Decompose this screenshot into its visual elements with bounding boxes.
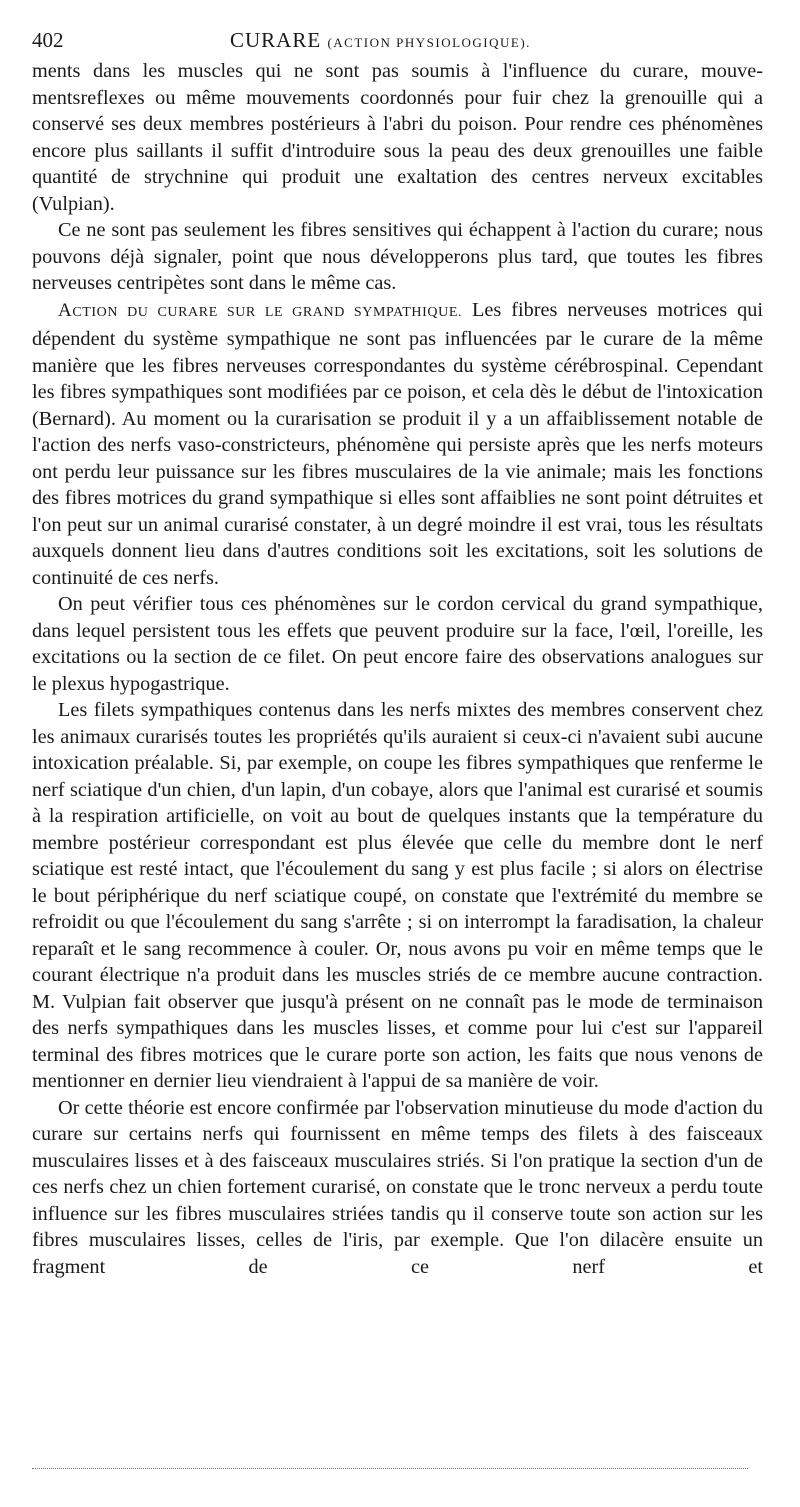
paragraph: Les filets sympathiques contenus dans les nerfs mixtes des membres conservent chez les animaux curarisés toutes les propriétés qu'ils auraient si ceux-ci n'avaient subi aucune intoxication préalable. Si, par exemple, on coupe les fibres sympathiques que renferme le nerf sciatique d'un chien, d'un lapin, d'un cobaye, alors que l'animal est curarisé et soumis à la respiration artificielle, on voit au bout de quelques instants que la température du membre postérieur correspondant est plus élevée que celle du membre dont le nerf sciatique est resté intact, que l'écoulement du sang y est plus facile ; si alors on électrise le bout périphérique du nerf sciatique coupé, on constate que l'extrémité du membre se refroidit ou que l'écoulement du sang s'arrête ; si on interrompt la faradisation, la chaleur reparaît et le sang recommence à couler. Or, nous avons pu voir en même temps que le courant électrique n'a produit dans les muscles striés de ce membre aucune contraction. M. Vulpian fait observer que jusqu'à présent on ne connaît pas le mode de terminaison des nerfs sympathiques dans les muscles lisses, et comme pour lui c'est sur l'appareil terminal des fibres motrices que le curare porte son action, les faits que nous venons de mentionner en dernier lieu viendraient à l'appui de sa manière de voir. bbox=[32, 699, 763, 1092]
running-head-title: CURARE bbox=[230, 28, 322, 52]
body-text bbox=[32, 58, 763, 1280]
paragraph-sympathique bbox=[32, 297, 763, 592]
section-heading: ACTION DU CURARE SUR LE GRAND SYMPATHIQUE. bbox=[58, 299, 463, 321]
running-head bbox=[230, 28, 531, 53]
paragraph: ments dans les muscles qui ne sont pas soumis à l'influence du curare, mouvementsreflexes ou même mouvements coordonnés pour fuir chez la grenouille qui a conservé ses deux membres postérieurs à l'abri du poison. Pour rendre ces phénomènes encore plus saillants il suffit d'introduire sous la peau des deux grenouilles une faible quantité de strychnine qui produit une exaltation des centres nerveux excitables (Vulpian). bbox=[32, 60, 763, 215]
paragraph: Or cette théorie est encore confirmée par l'observation minutieuse du mode d'action du curare sur certains nerfs qui fournissent en même temps des filets à des faisceaux musculaires lisses et à des faisceaux musculaires striés. Si l'on pratique la section d'un de ces nerfs chez un chien fortement curarisé, on constate que le tronc nerveux a perdu toute influence sur les fibres musculaires striées tandis qu il conserve toute son action sur les fibres musculaires lisses, celles de l'iris, par exemple. Que l'on dilacère ensuite un fragment de ce nerf et bbox=[32, 1096, 763, 1278]
page-header bbox=[32, 28, 763, 58]
footer-dotted-rule bbox=[32, 1468, 748, 1469]
paragraph-body: Les fibres nerveuses motrices qui dépendent du système sympathique ne sont pas influencées par le curare de la même manière que les fibres nerveuses correspondantes du système cérébrospinal. Cependant les fibres sympathiques sont modifiées par ce poison, et cela dès le début de l'intoxication (Bernard). Au moment ou la curarisation se produit il y a un affaiblissement notable de l'action des nerfs vaso-constricteurs, phénomène qui persiste après que les nerfs moteurs ont perdu leur puissance sur les fibres musculaires de la vie animale; mais les fonctions des fibres motrices du grand sympathique si elles sont affaiblies ne sont point détruites et l'on peut sur un animal curarisé constater, à un degré moindre il est vrai, tous les résultats auxquels donnent lieu dans d'autres conditions soit les excitations, soit les solutions de continuité de ces nerfs. bbox=[32, 298, 763, 589]
book-page bbox=[32, 28, 763, 1280]
paragraph: Ce ne sont pas seulement les fibres sensitives qui échappent à l'action du curare; nous pouvons déjà signaler, point que nous développerons plus tard, que toutes les fibres nerveuses centripètes sont dans le même cas. bbox=[32, 219, 763, 294]
paragraph: On peut vérifier tous ces phénomènes sur le cordon cervical du grand sympathique, dans lequel persistent tous les effets que peuvent produire sur la face, l'œil, l'oreille, les excitations ou la section de ce filet. On peut encore faire des observations analogues sur le plexus hypogastrique. bbox=[32, 593, 763, 695]
running-head-subtitle: (ACTION PHYSIOLOGIQUE). bbox=[327, 35, 531, 50]
page-number: 402 bbox=[32, 28, 64, 52]
